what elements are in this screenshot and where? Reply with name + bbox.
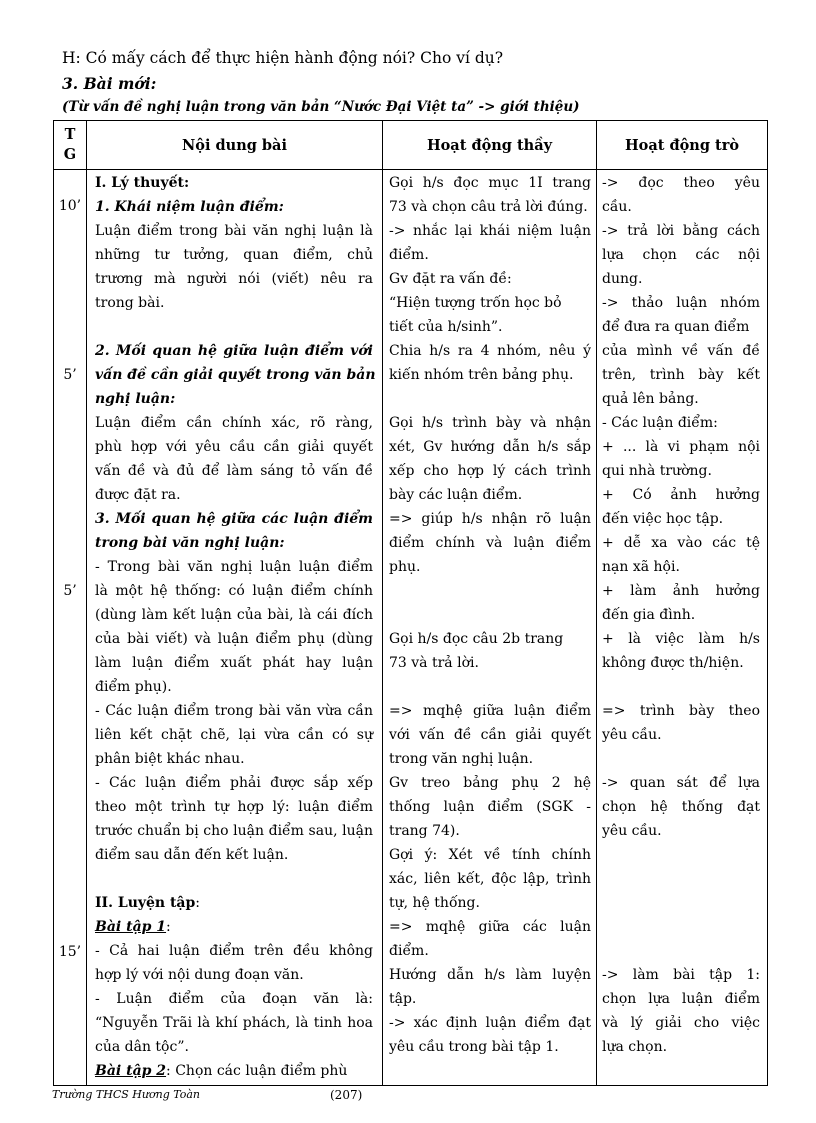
tro-line: -> trả lời bằng cách [602, 223, 760, 239]
noidung-line: trước chuẩn bị cho luận điểm sau, luận [95, 823, 373, 839]
thay-line: -> nhắc lại khái niệm luận [389, 223, 591, 239]
time-column [54, 170, 87, 1086]
tro-row [602, 652, 760, 676]
student-column [597, 170, 768, 1086]
thay-row [389, 220, 591, 244]
thay-line: điểm. [389, 247, 429, 263]
noidung-row [95, 988, 373, 1012]
noidung-row [95, 484, 373, 508]
tro-line: => trình bày theo [602, 703, 760, 719]
noidung-row [95, 1036, 373, 1060]
thay-line: 73 và trả lời. [389, 655, 479, 671]
noidung-row [95, 172, 373, 196]
thay-row [389, 508, 591, 532]
noidung-row [95, 916, 373, 940]
thay-row [389, 868, 591, 892]
thay-line: => mqhệ giữa luận điểm [389, 703, 591, 719]
tro-line: -> làm bài tập 1: [602, 967, 760, 983]
thay-row [389, 796, 591, 820]
thay-line: Gv treo bảng phụ 2 hệ [389, 775, 591, 791]
tro-row [602, 772, 760, 796]
thay-row [389, 364, 591, 388]
tro-row [602, 1012, 760, 1036]
tro-line: + ... là vi phạm nội [602, 439, 760, 455]
tro-line: lựa chọn các nội [602, 247, 760, 263]
noidung-line: là một hệ thống: có luận điểm chính [95, 583, 373, 599]
tro-row [602, 700, 760, 724]
noidung-row [95, 748, 373, 772]
noidung-line: - Trong bài văn nghị luận luận điểm [95, 559, 373, 575]
thay-line: yêu cầu trong bài tập 1. [389, 1039, 559, 1055]
noidung-line: Bài tập 1 [95, 919, 167, 935]
thay-line: tự, hệ thống. [389, 895, 480, 911]
content-column [87, 170, 383, 1086]
time-value: 5’ [63, 367, 77, 383]
noidung-row [95, 268, 373, 292]
noidung-line: của dân tộc”. [95, 1039, 189, 1055]
noidung-row [95, 412, 373, 436]
header-tg-t: T [64, 126, 76, 143]
noidung-line: theo một trình tự hợp lý: luận điểm [95, 799, 373, 815]
noidung-row [95, 1060, 373, 1084]
tro-row [602, 292, 760, 316]
thay-row [389, 436, 591, 460]
thay-line: 73 và chọn câu trả lời đúng. [389, 199, 588, 215]
thay-row [389, 964, 591, 988]
table-body-row [54, 170, 768, 1086]
noidung-line: trong bài. [95, 295, 165, 311]
noidung-row [95, 892, 373, 916]
tro-row [602, 796, 760, 820]
noidung-row [95, 244, 373, 268]
thay-row [389, 1036, 591, 1060]
thay-row [389, 532, 591, 556]
thay-line: => giúp h/s nhận rõ luận [389, 511, 591, 527]
thay-line: “Hiện tượng trốn học bỏ [389, 295, 562, 311]
noidung-line: 2. Mối quan hệ giữa luận điểm với [95, 343, 373, 359]
header-tg [54, 121, 87, 170]
tro-row [602, 532, 760, 556]
thay-row [389, 484, 591, 508]
noidung-line: vấn đề và đủ để làm sáng tỏ vấn đề [95, 463, 373, 479]
tro-line: + dễ xa vào các tệ [602, 535, 760, 551]
noidung-row [95, 844, 373, 868]
noidung-line: điểm phụ). [95, 679, 172, 695]
noidung-line: nghị luận: [95, 391, 176, 407]
noidung-line: được đặt ra. [95, 487, 181, 503]
tro-row [602, 412, 760, 436]
thay-line: Hướng dẫn h/s làm luyện [389, 967, 591, 983]
thay-line: Chia h/s ra 4 nhóm, nêu ý [389, 343, 591, 359]
noidung-row [95, 364, 376, 388]
thay-line: -> xác định luận điểm đạt [389, 1015, 591, 1031]
noidung-row [95, 460, 373, 484]
noidung-line: - Các luận điểm trong bài văn vừa cần [95, 703, 373, 719]
thay-line: tiết của h/sinh”. [389, 319, 503, 335]
noidung-line: vấn đề cần giải quyết trong văn bản [95, 367, 376, 383]
thay-line: thống luận điểm (SGK - [389, 799, 591, 815]
thay-row [389, 748, 591, 772]
tro-line: -> quan sát để lựa [602, 775, 760, 791]
thay-row [389, 844, 591, 868]
thay-line: trang 74). [389, 823, 460, 839]
thay-line: kiến nhóm trên bảng phụ. [389, 367, 574, 383]
lesson-table [53, 120, 768, 1086]
tro-row [602, 580, 760, 604]
review-question: H: Có mấy cách để thực hiện hành động nói? Cho ví dụ? [62, 49, 504, 67]
thay-line: với vấn đề cần giải quyết [389, 727, 591, 743]
tro-line: chọn hệ thống đạt [602, 799, 760, 815]
tro-row [602, 556, 760, 580]
noidung-row [95, 820, 373, 844]
thay-line: Gợi ý: Xét về tính chính [389, 847, 591, 863]
thay-line: => mqhệ giữa các luận [389, 919, 591, 935]
noidung-row [95, 436, 373, 460]
tro-row [602, 604, 760, 628]
noidung-line: : [166, 919, 171, 935]
noidung-row [95, 940, 373, 964]
tro-line: qui nhà trường. [602, 463, 712, 479]
noidung-row [95, 532, 373, 556]
noidung-row [95, 676, 373, 700]
noidung-row [95, 220, 373, 244]
thay-row [389, 916, 591, 940]
tro-line: cầu. [602, 199, 632, 215]
time-value: 10’ [58, 198, 82, 214]
noidung-line: phù hợp với yêu cầu cần giải quyết [95, 439, 373, 455]
thay-row [389, 412, 591, 436]
tro-row [602, 172, 760, 196]
noidung-line: I. Lý thuyết: [95, 175, 190, 191]
noidung-row [95, 964, 373, 988]
thay-line: điểm. [389, 943, 429, 959]
tro-line: lựa chọn. [602, 1039, 668, 1055]
noidung-line: điểm sau dẫn đến kết luận. [95, 847, 289, 863]
noidung-row [95, 700, 373, 724]
tro-row [602, 964, 760, 988]
tro-line: chọn lựa luận điểm [602, 991, 760, 1007]
noidung-line: Bài tập 2 [95, 1063, 167, 1079]
tro-line: không được th/hiện. [602, 655, 744, 671]
thay-row [389, 460, 591, 484]
noidung-line: của bài viết) và luận điểm phụ (dùng [95, 631, 373, 647]
tro-line: của mình về vấn đề [602, 343, 760, 359]
tro-line: -> đọc theo yêu [602, 175, 760, 191]
tro-line: -> thảo luận nhóm [602, 295, 760, 311]
thay-row [389, 196, 591, 220]
thay-line: phụ. [389, 559, 421, 575]
tro-line: + là việc làm h/s [602, 631, 760, 647]
tro-row [602, 220, 760, 244]
tro-line: nạn xã hội. [602, 559, 680, 575]
header-tg-g: G [63, 146, 77, 163]
thay-row [389, 772, 591, 796]
noidung-line: liên kết chặt chẽ, lại vừa cần có sự [95, 727, 373, 743]
thay-line: xét, Gv hướng dẫn h/s sắp [389, 439, 591, 455]
tro-line: để đưa ra quan điểm [602, 319, 750, 335]
teacher-column [383, 170, 597, 1086]
noidung-row [95, 556, 373, 580]
thay-line: Gọi h/s đọc câu 2b trang [389, 631, 564, 647]
thay-line: xếp cho hợp lý cách trình [389, 463, 591, 479]
tro-row [602, 244, 760, 268]
thay-row [389, 292, 591, 316]
tro-row [602, 340, 760, 364]
thay-row [389, 628, 591, 652]
tro-line: yêu cầu. [602, 823, 662, 839]
noidung-line: - Các luận điểm phải được sắp xếp [95, 775, 373, 791]
thay-row [389, 988, 591, 1012]
tro-row [602, 364, 760, 388]
noidung-line: phân biệt khác nhau. [95, 751, 245, 767]
tro-line: dung. [602, 271, 643, 287]
thay-row [389, 316, 591, 340]
time-value: 15’ [58, 944, 82, 960]
noidung-row [95, 796, 373, 820]
noidung-line: : [195, 895, 201, 911]
noidung-line: trương mà người nói (viết) nêu ra [95, 271, 373, 287]
tro-row [602, 724, 760, 748]
noidung-line: 3. Mối quan hệ giữa các luận điểm [95, 511, 373, 527]
noidung-line: II. Luyện tập [95, 895, 196, 911]
tro-row [602, 988, 760, 1012]
thay-line: Gv đặt ra vấn đề: [389, 271, 512, 287]
tro-row [602, 484, 760, 508]
tro-row [602, 316, 760, 340]
tro-row [602, 196, 760, 220]
noidung-row [95, 580, 373, 604]
time-value: 5’ [63, 583, 77, 599]
noidung-line: “Nguyễn Trãi là khí phách, là tinh hoa [95, 1015, 373, 1031]
thay-line: Gọi h/s trình bày và nhận [389, 415, 591, 431]
tro-line: và lý giải cho việc [602, 1015, 760, 1031]
noidung-line: - Luận điểm của đoạn văn là: [95, 991, 373, 1007]
noidung-row [95, 772, 373, 796]
tro-row [602, 268, 760, 292]
tro-line: yêu cầu. [602, 727, 662, 743]
tro-line: + Có ảnh hưởng [602, 487, 760, 503]
header-hoat-dong-thay: Hoạt động thầy [383, 121, 597, 170]
noidung-line: trong bài văn nghị luận: [95, 535, 285, 551]
tro-row [602, 388, 760, 412]
noidung-line: Luận điểm cần chính xác, rõ ràng, [95, 415, 373, 431]
tro-row [602, 436, 760, 460]
thay-row [389, 244, 591, 268]
noidung-line: 1. Khái niệm luận điểm: [95, 199, 284, 215]
noidung-row [95, 292, 373, 316]
thay-line: Gọi h/s đọc mục 1I trang [389, 175, 591, 191]
noidung-row [95, 388, 373, 412]
tro-line: đến việc học tập. [602, 511, 724, 527]
thay-line: xác, liên kết, độc lập, trình [389, 871, 591, 887]
header-noi-dung: Nội dung bài [87, 121, 383, 170]
tro-line: + làm ảnh hưởng [602, 583, 760, 599]
thay-row [389, 940, 591, 964]
header-hoat-dong-tro: Hoạt động trò [597, 121, 768, 170]
noidung-row [95, 652, 373, 676]
tro-line: quả lên bảng. [602, 391, 699, 407]
tro-row [602, 460, 760, 484]
tro-line: - Các luận điểm: [602, 415, 718, 431]
tro-row [602, 508, 760, 532]
thay-row [389, 1012, 591, 1036]
noidung-row [95, 628, 373, 652]
thay-row [389, 172, 591, 196]
tro-row [602, 628, 760, 652]
page-number: (207) [330, 1088, 363, 1102]
thay-row [389, 892, 591, 916]
noidung-row [95, 1012, 373, 1036]
noidung-row [95, 724, 373, 748]
footer-school: Trường THCS Hương Toàn [52, 1088, 200, 1101]
noidung-line: Luận điểm trong bài văn nghị luận là [95, 223, 373, 239]
table-header-row [54, 121, 768, 170]
tro-line: trên, trình bày kết [602, 367, 760, 383]
thay-row [389, 820, 591, 844]
thay-line: bày các luận điểm. [389, 487, 523, 503]
thay-line: trong văn nghị luận. [389, 751, 534, 767]
thay-row [389, 724, 591, 748]
tro-row [602, 820, 760, 844]
noidung-row [95, 340, 373, 364]
noidung-row [95, 196, 373, 220]
section-heading: 3. Bài mới: [62, 74, 157, 93]
thay-row [389, 268, 591, 292]
noidung-line: những tư tưởng, quan điểm, chủ [95, 247, 373, 263]
noidung-line: (dùng làm kết luận của bài, là cái đích [95, 607, 373, 623]
noidung-line: - Cả hai luận điểm trên đều không [95, 943, 373, 959]
thay-row [389, 652, 591, 676]
thay-line: điểm chính và luận điểm [389, 535, 591, 551]
tro-row [602, 1036, 760, 1060]
noidung-line: : Chọn các luận điểm phù [166, 1063, 348, 1079]
thay-line: tập. [389, 991, 417, 1007]
thay-row [389, 340, 591, 364]
thay-row [389, 700, 591, 724]
tro-line: đến gia đình. [602, 607, 696, 623]
intro-line: (Từ vấn đề nghị luận trong văn bản “Nước Đại Việt ta” -> giới thiệu) [62, 99, 580, 115]
noidung-row [95, 604, 373, 628]
noidung-line: làm luận điểm xuất phát hay luận [95, 655, 373, 671]
noidung-row [95, 508, 373, 532]
thay-row [389, 556, 591, 580]
noidung-line: hợp lý với nội dung đoạn văn. [95, 967, 304, 983]
